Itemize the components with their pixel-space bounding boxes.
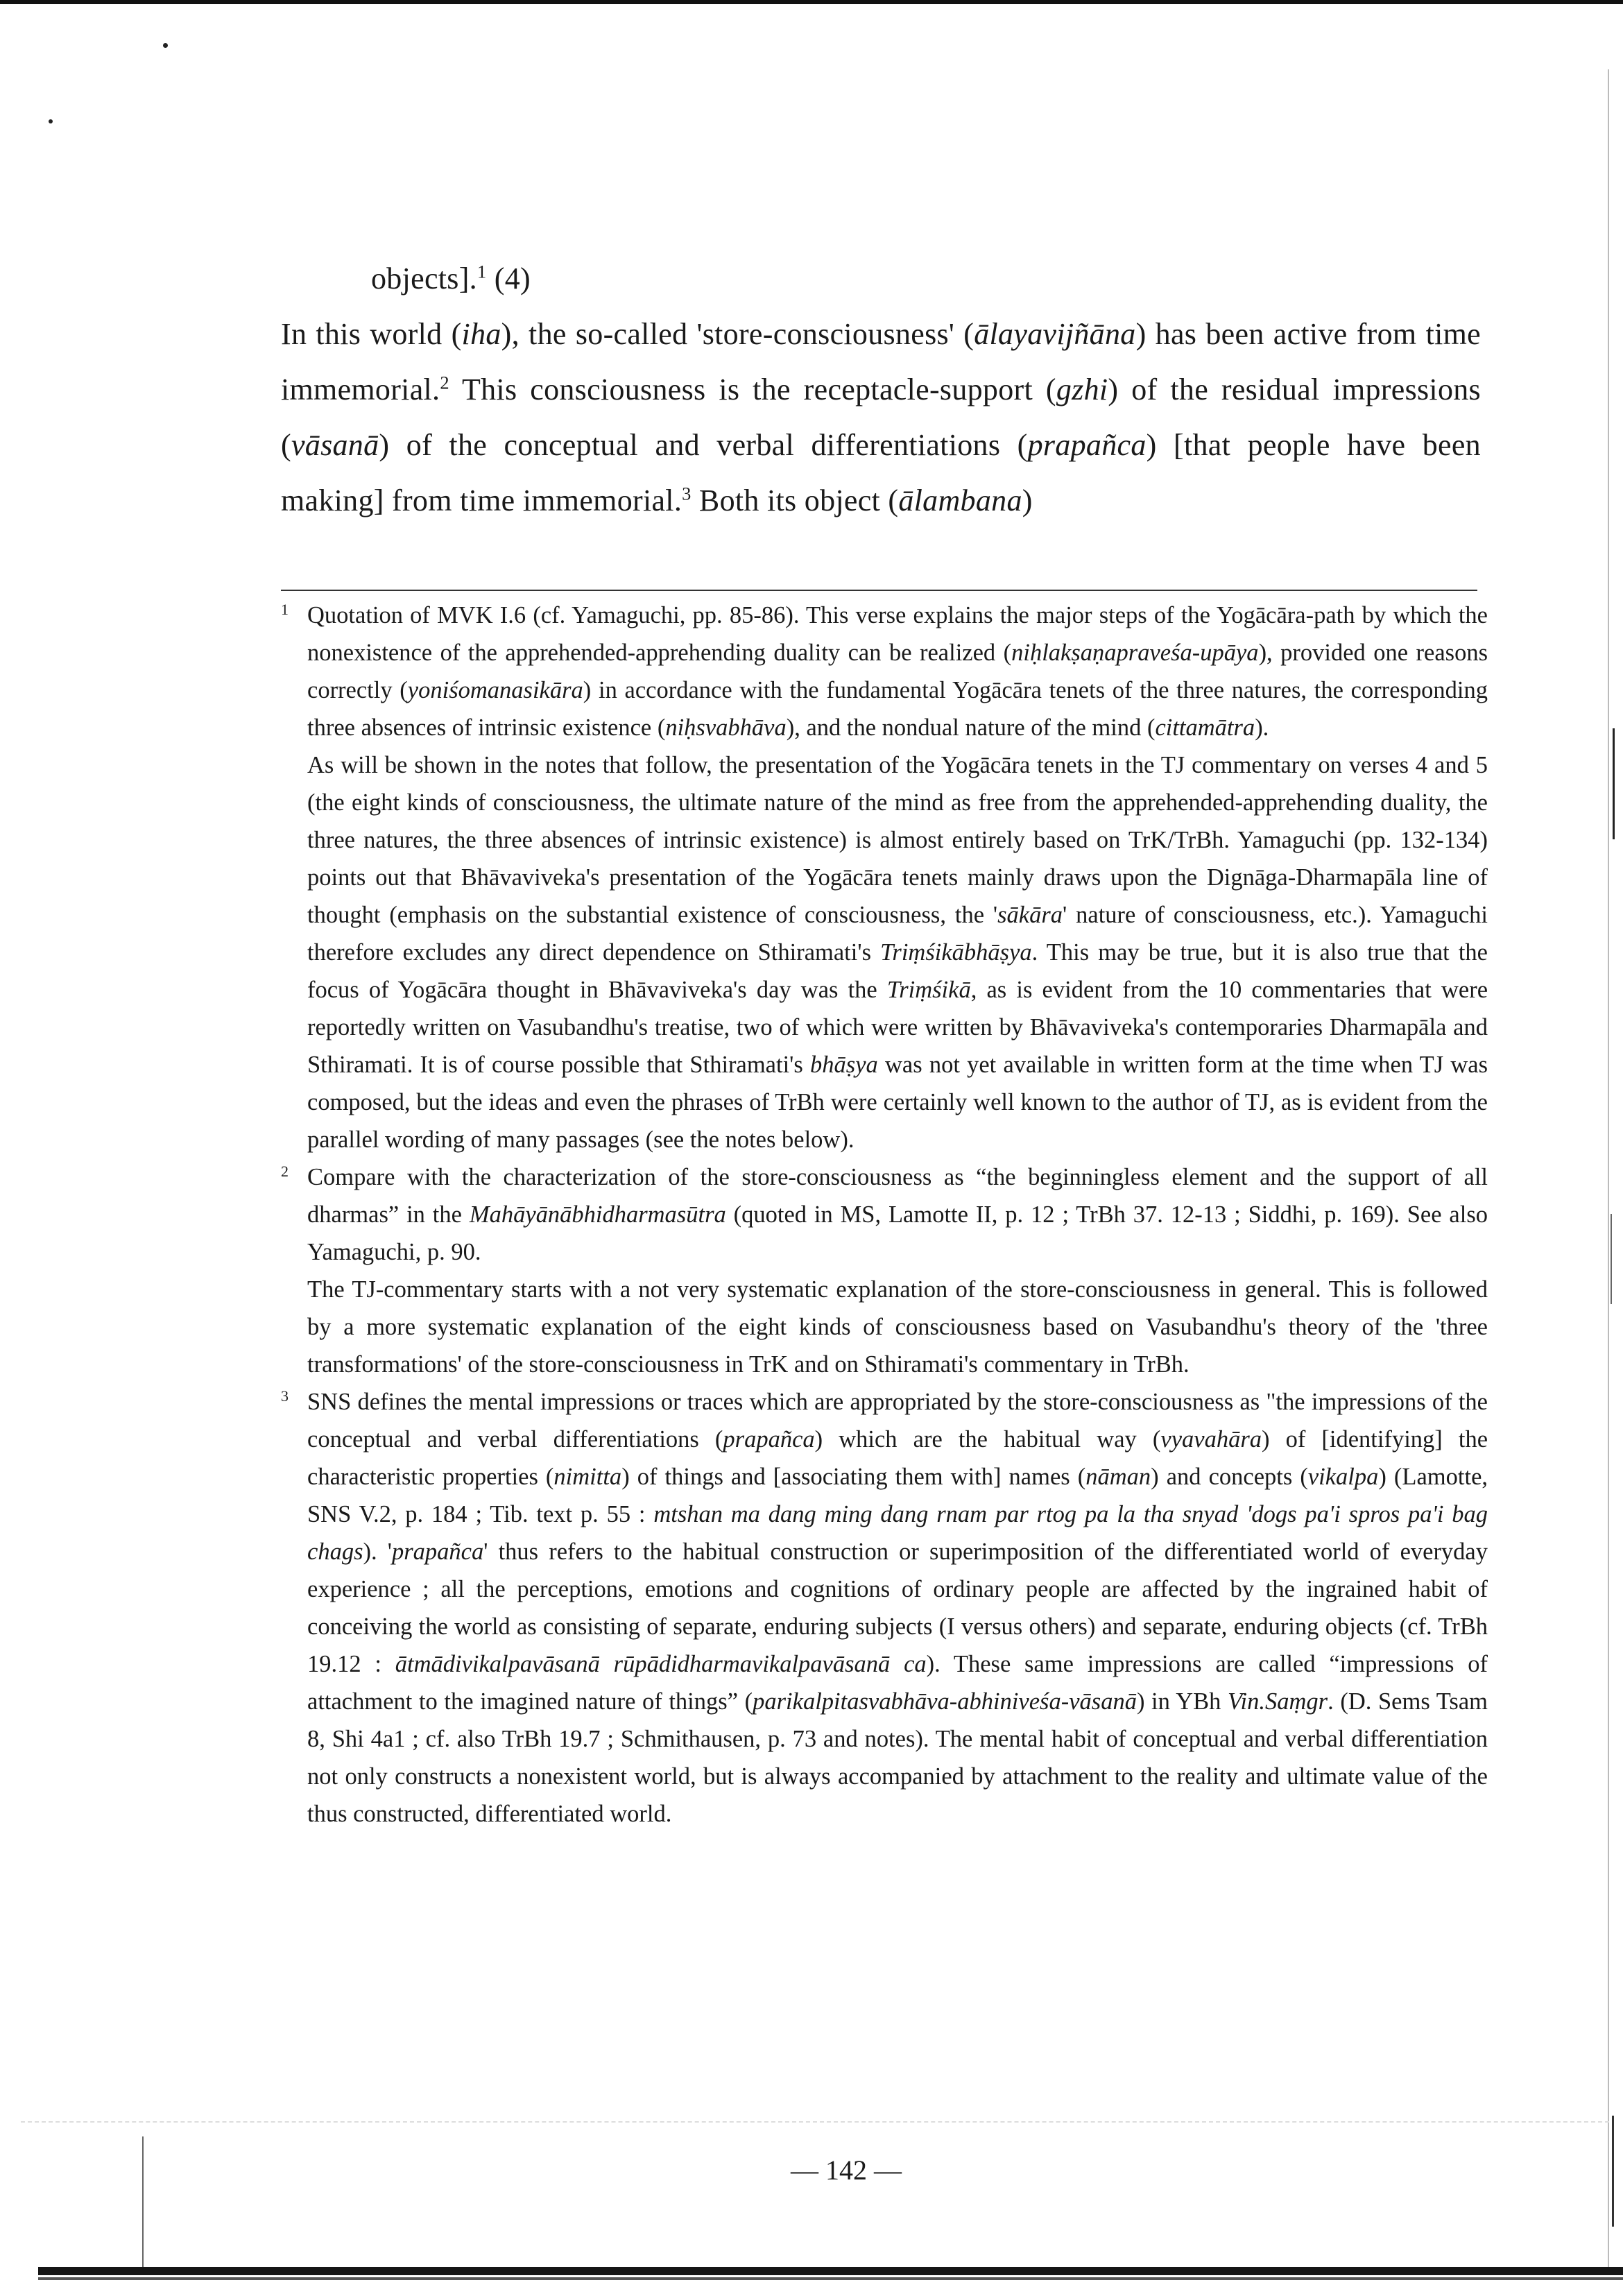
text-run: Compare with the characterization of the store-consciousness as “the beginningless element and the support of all dharmas” in the bbox=[307, 1164, 1488, 1228]
main-line-1 bbox=[281, 251, 1481, 307]
scan-right-mark bbox=[1611, 1214, 1612, 1304]
text-run: ) (Lamotte, SNS V.2, p. 184 ; Tib. text p. 55 : bbox=[307, 1464, 1488, 1527]
term: niḥsvabhāva bbox=[665, 714, 787, 741]
page-number: — 142 — bbox=[791, 2154, 902, 2186]
term: ālayavijñāna bbox=[974, 317, 1136, 351]
footnote-paragraph bbox=[307, 1271, 1488, 1383]
text-run: ) of things and [associating them with] names ( bbox=[621, 1464, 1086, 1490]
footnote-mark: 3 bbox=[281, 1387, 289, 1405]
text-run: ' nature of consciousness, etc.). Yamaguchi therefore excludes any direct dependence on Sthiramati's bbox=[307, 902, 1488, 966]
text-run: (4) bbox=[486, 262, 531, 295]
text-run: (quoted in MS, Lamotte II, p. 12 ; TrBh 37. 12-13 ; Siddhi, p. 169). See also Yamaguchi, p. 90. bbox=[307, 1201, 1488, 1265]
scan-speck bbox=[49, 119, 53, 123]
text-run: ) of the conceptual and verbal differentiations ( bbox=[379, 428, 1028, 462]
footnote-3 bbox=[281, 1383, 1488, 1833]
footnote-paragraph bbox=[307, 746, 1488, 1158]
term: prapañca bbox=[391, 1539, 484, 1565]
scan-right-mark bbox=[1612, 2116, 1614, 2227]
term: bhāṣya bbox=[810, 1052, 878, 1078]
scan-bottom-border bbox=[38, 2267, 1623, 2275]
text-run: This consciousness is the receptacle-support ( bbox=[449, 372, 1056, 406]
text-run: ) of the residual impressions ( bbox=[281, 372, 1481, 462]
main-text bbox=[281, 251, 1481, 529]
footnote-paragraph bbox=[307, 597, 1488, 746]
term: nimitta bbox=[553, 1464, 622, 1490]
term: Vin.Saṃgr bbox=[1228, 1688, 1328, 1715]
text-run: ' thus refers to the habitual construction or superimposition of the differentiated world of everyday experience ; all the perceptions, emotions and cognitions of ordinary people are affected by the ingrained habit of conceiving the world as consisting of separate, enduring subjects (I versus others) and separate, enduring objects (cf. TrBh 19.12 : bbox=[307, 1539, 1488, 1677]
text-run: ) which are the habitual way ( bbox=[814, 1426, 1161, 1453]
text-run: ) in YBh bbox=[1136, 1688, 1228, 1715]
footnote-mark: 2 bbox=[281, 1163, 289, 1180]
footnote-ref-1: 1 bbox=[476, 261, 487, 282]
text-run: . (D. Sems Tsam 8, Shi 4a1 ; cf. also TrBh 19.7 ; Schmithausen, p. 73 and notes). The mental habit of conceptual and verbal differentiation not only constructs a nonexistent world, but is always accompanied by attachment to the reality and ultimate value of the thus constructed, differentiated world. bbox=[307, 1688, 1488, 1827]
footnote-paragraph bbox=[307, 1383, 1488, 1833]
text-run: ), the so-called 'store-consciousness' ( bbox=[501, 317, 974, 351]
text-run: ) bbox=[1022, 483, 1033, 517]
scan-bottom-border bbox=[38, 2277, 1623, 2280]
term: Triṃśikābhāṣya bbox=[880, 939, 1032, 966]
term: yoniśomanasikāra bbox=[407, 677, 583, 703]
footnote-1 bbox=[281, 597, 1488, 1158]
text-run: was not yet available in written form at the time when TJ was composed, but the ideas and even the phrases of TrBh were certainly well known to the author of TJ, as is evident from the parallel wording of many passages (see the notes below). bbox=[307, 1052, 1488, 1153]
text-run: ) of [identifying] the characteristic properties ( bbox=[307, 1426, 1488, 1490]
term: ālambana bbox=[898, 483, 1022, 517]
text-run: ) has been active from time immemorial. bbox=[281, 317, 1481, 406]
text-run: In this world ( bbox=[281, 317, 462, 351]
term: parikalpitasvabhāva-abhiniveśa-vāsanā bbox=[753, 1688, 1137, 1715]
text-run: ) [that people have been making] from time immemorial. bbox=[281, 428, 1481, 517]
term: mtshan ma dang ming dang rnam par rtog pa la tha snyad 'dogs pa'i spros pa'i bag chags bbox=[307, 1501, 1488, 1565]
footnote-paragraph bbox=[307, 1158, 1488, 1271]
term: nāman bbox=[1085, 1464, 1151, 1490]
footnotes bbox=[281, 597, 1488, 1833]
term: Mahāyānābhidharmasūtra bbox=[469, 1201, 726, 1228]
term: vikalpa bbox=[1307, 1464, 1379, 1490]
term: prapañca bbox=[723, 1426, 815, 1453]
footnote-separator bbox=[281, 590, 1477, 591]
text-run: Quotation of MVK I.6 (cf. Yamaguchi, pp. 85-86). This verse explains the major steps of the Yogācāra-path by which the nonexistence of the apprehended-apprehending duality can be realized ( bbox=[307, 602, 1488, 666]
term: vyavahāra bbox=[1160, 1426, 1262, 1453]
footnote-2 bbox=[281, 1158, 1488, 1383]
text-run: ) and concepts ( bbox=[1151, 1464, 1308, 1490]
term: Triṃśikā bbox=[886, 977, 971, 1003]
text-run: ). ' bbox=[363, 1539, 392, 1565]
footnote-ref-3: 3 bbox=[682, 483, 692, 504]
term: gzhi bbox=[1056, 372, 1108, 406]
text-run: As will be shown in the notes that follow, the presentation of the Yogācāra tenets in the TJ commentary on verses 4 and 5 (the eight kinds of consciousness, the ultimate nature of the mind as free from the apprehended-apprehending duality, the three natures, the three absences of intrinsic existence) is almost entirely based on TrK/TrBh. Yamaguchi (pp. 132-134) points out that Bhāvaviveka's presentation of the Yogācāra tenets mainly draws upon the Dignāga-Dharmapāla line of thought (emphasis on the substantial existence of consciousness, the ' bbox=[307, 752, 1488, 928]
text-run: SNS defines the mental impressions or traces which are appropriated by the store-consciousness as "the impressions of the conceptual and verbal differentiations ( bbox=[307, 1389, 1488, 1453]
scan-right-mark bbox=[1613, 728, 1615, 839]
term: iha bbox=[461, 317, 501, 351]
term: sākāra bbox=[997, 902, 1063, 928]
scan-dashed-line bbox=[21, 2121, 1609, 2123]
term: vāsanā bbox=[291, 428, 379, 462]
footnote-ref-2: 2 bbox=[440, 372, 449, 393]
scan-speck bbox=[163, 43, 168, 48]
text-run: ) in accordance with the fundamental Yogācāra tenets of the three natures, the corresponding three absences of intrinsic existence ( bbox=[307, 677, 1488, 741]
text-run: , as is evident from the 10 commentaries that were reportedly written on Vasubandhu's treatise, two of which were written by Bhāvaviveka's contemporaries Dharmapāla and Sthiramati. It is of course possible that Sthiramati's bbox=[307, 977, 1488, 1078]
term: cittamātra bbox=[1155, 714, 1255, 741]
text-run: ), provided one reasons correctly ( bbox=[307, 640, 1488, 703]
text-run: ). bbox=[1255, 714, 1269, 741]
term: prapañca bbox=[1027, 428, 1147, 462]
text-run: Both its object ( bbox=[691, 483, 899, 517]
term: ātmādivikalpavāsanā rūpādidharmavikalpavāsanā ca bbox=[395, 1651, 927, 1677]
text-run: . This may be true, but it is also true that the focus of Yogācāra thought in Bhāvaviveka's day was the bbox=[307, 939, 1488, 1003]
text-run: ), and the nondual nature of the mind ( bbox=[786, 714, 1156, 741]
main-paragraph bbox=[281, 307, 1481, 529]
text-run: ). These same impressions are called “impressions of attachment to the imagined nature of things” ( bbox=[307, 1651, 1488, 1715]
text-run: The TJ-commentary starts with a not very systematic explanation of the store-consciousness in general. This is followed by a more systematic explanation of the eight kinds of consciousness based on Vasubandhu's theory of the 'three transformations' of the store-consciousness in TrK and on Sthiramati's commentary in TrBh. bbox=[307, 1276, 1488, 1378]
scan-top-border bbox=[0, 0, 1623, 4]
text-run: objects]. bbox=[371, 262, 477, 295]
footnote-mark: 1 bbox=[281, 601, 289, 618]
scan-left-mark bbox=[142, 2136, 144, 2275]
term: niḥlakṣaṇapraveśa-upāya bbox=[1011, 640, 1259, 666]
scan-right-edge bbox=[1608, 69, 1609, 2268]
